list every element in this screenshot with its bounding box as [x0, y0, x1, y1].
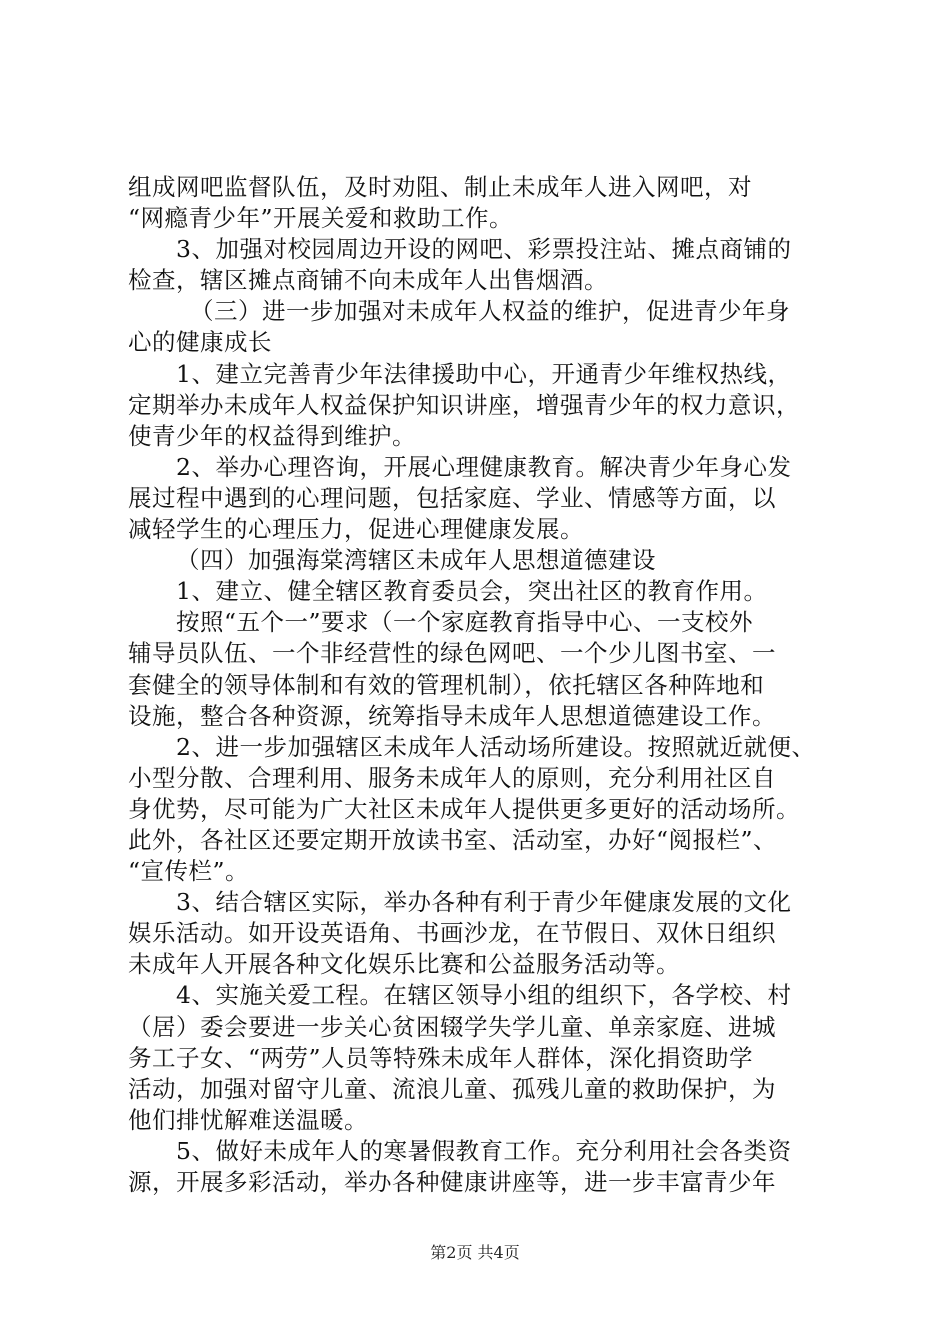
text-line: 组成网吧监督队伍，及时劝阻、制止未成年人进入网吧，对	[128, 173, 752, 201]
text-line: 4、实施关爱工程。在辖区领导小组的组织下，各学校、村	[176, 981, 792, 1010]
text-line: 他们排忧解难送温暖。	[128, 1105, 368, 1134]
text-line: 检查，辖区摊点商铺不向未成年人出售烟酒。	[128, 266, 608, 295]
text-line: （居）委会要进一步关心贫困辍学失学儿童、单亲家庭、进城	[128, 1012, 776, 1041]
text-line: 按照“五个一”要求（一个家庭教育指导中心、一支校外	[176, 608, 754, 637]
text-line: 5、做好未成年人的寒暑假教育工作。充分利用社会各类资	[176, 1136, 792, 1165]
text-line: 源，开展多彩活动，举办各种健康讲座等，进一步丰富青少年	[128, 1168, 776, 1196]
text-line: 2、举办心理咨询，开展心理健康教育。解决青少年身心发	[176, 452, 792, 481]
text-line: 娱乐活动。如开设英语角、书画沙龙，在节假日、双休日组织	[128, 919, 776, 948]
text-line: 3、结合辖区实际，举办各种有利于青少年健康发展的文化	[176, 888, 792, 917]
text-line: 此外，各社区还要定期开放读书室、活动室，办好“阅报栏”、	[128, 825, 778, 854]
document-body	[128, 172, 838, 1198]
text-line: 身优势，尽可能为广大社区未成年人提供更多更好的活动场所。	[128, 794, 800, 823]
text-line: “网瘾青少年”开展关爱和救助工作。	[128, 204, 514, 233]
text-line: 设施，整合各种资源，统筹指导未成年人思想道德建设工作。	[128, 701, 776, 730]
text-line: 展过程中遇到的心理问题，包括家庭、学业、情感等方面，以	[128, 483, 776, 512]
text-line: 1、建立完善青少年法律援助中心，开通青少年维权热线，	[176, 359, 792, 388]
text-line: （四）加强海棠湾辖区未成年人思想道德建设	[176, 546, 656, 575]
page-footer: 第2页 共4页	[430, 1243, 520, 1262]
text-line: 定期举办未成年人权益保护知识讲座，增强青少年的权力意识，	[128, 390, 800, 419]
text-line: 辅导员队伍、一个非经营性的绿色网吧、一个少儿图书室、一	[128, 639, 776, 668]
text-line: 套健全的领导体制和有效的管理机制），依托辖区各种阵地和	[128, 670, 765, 699]
text-line: （三）进一步加强对未成年人权益的维护，促进青少年身	[190, 297, 790, 326]
text-line: 心的健康成长	[128, 328, 272, 357]
text-line: 务工子女、“两劳”人员等特殊未成年人群体，深化捐资助学	[128, 1043, 754, 1072]
text-line: 小型分散、合理利用、服务未成年人的原则，充分利用社区自	[128, 763, 776, 792]
text-line: 1、建立、健全辖区教育委员会，突出社区的教育作用。	[176, 577, 768, 606]
text-line: 使青少年的权益得到维护。	[128, 421, 416, 450]
text-line: “宣传栏”。	[128, 857, 250, 886]
text-line: 2、进一步加强辖区未成年人活动场所建设。按照就近就便、	[176, 732, 816, 761]
text-line: 减轻学生的心理压力，促进心理健康发展。	[128, 515, 584, 544]
text-line: 3、加强对校园周边开设的网吧、彩票投注站、摊点商铺的	[176, 235, 792, 264]
text-line: 未成年人开展各种文化娱乐比赛和公益服务活动等。	[128, 950, 680, 979]
text-line: 活动，加强对留守儿童、流浪儿童、孤残儿童的救助保护，为	[128, 1074, 776, 1103]
